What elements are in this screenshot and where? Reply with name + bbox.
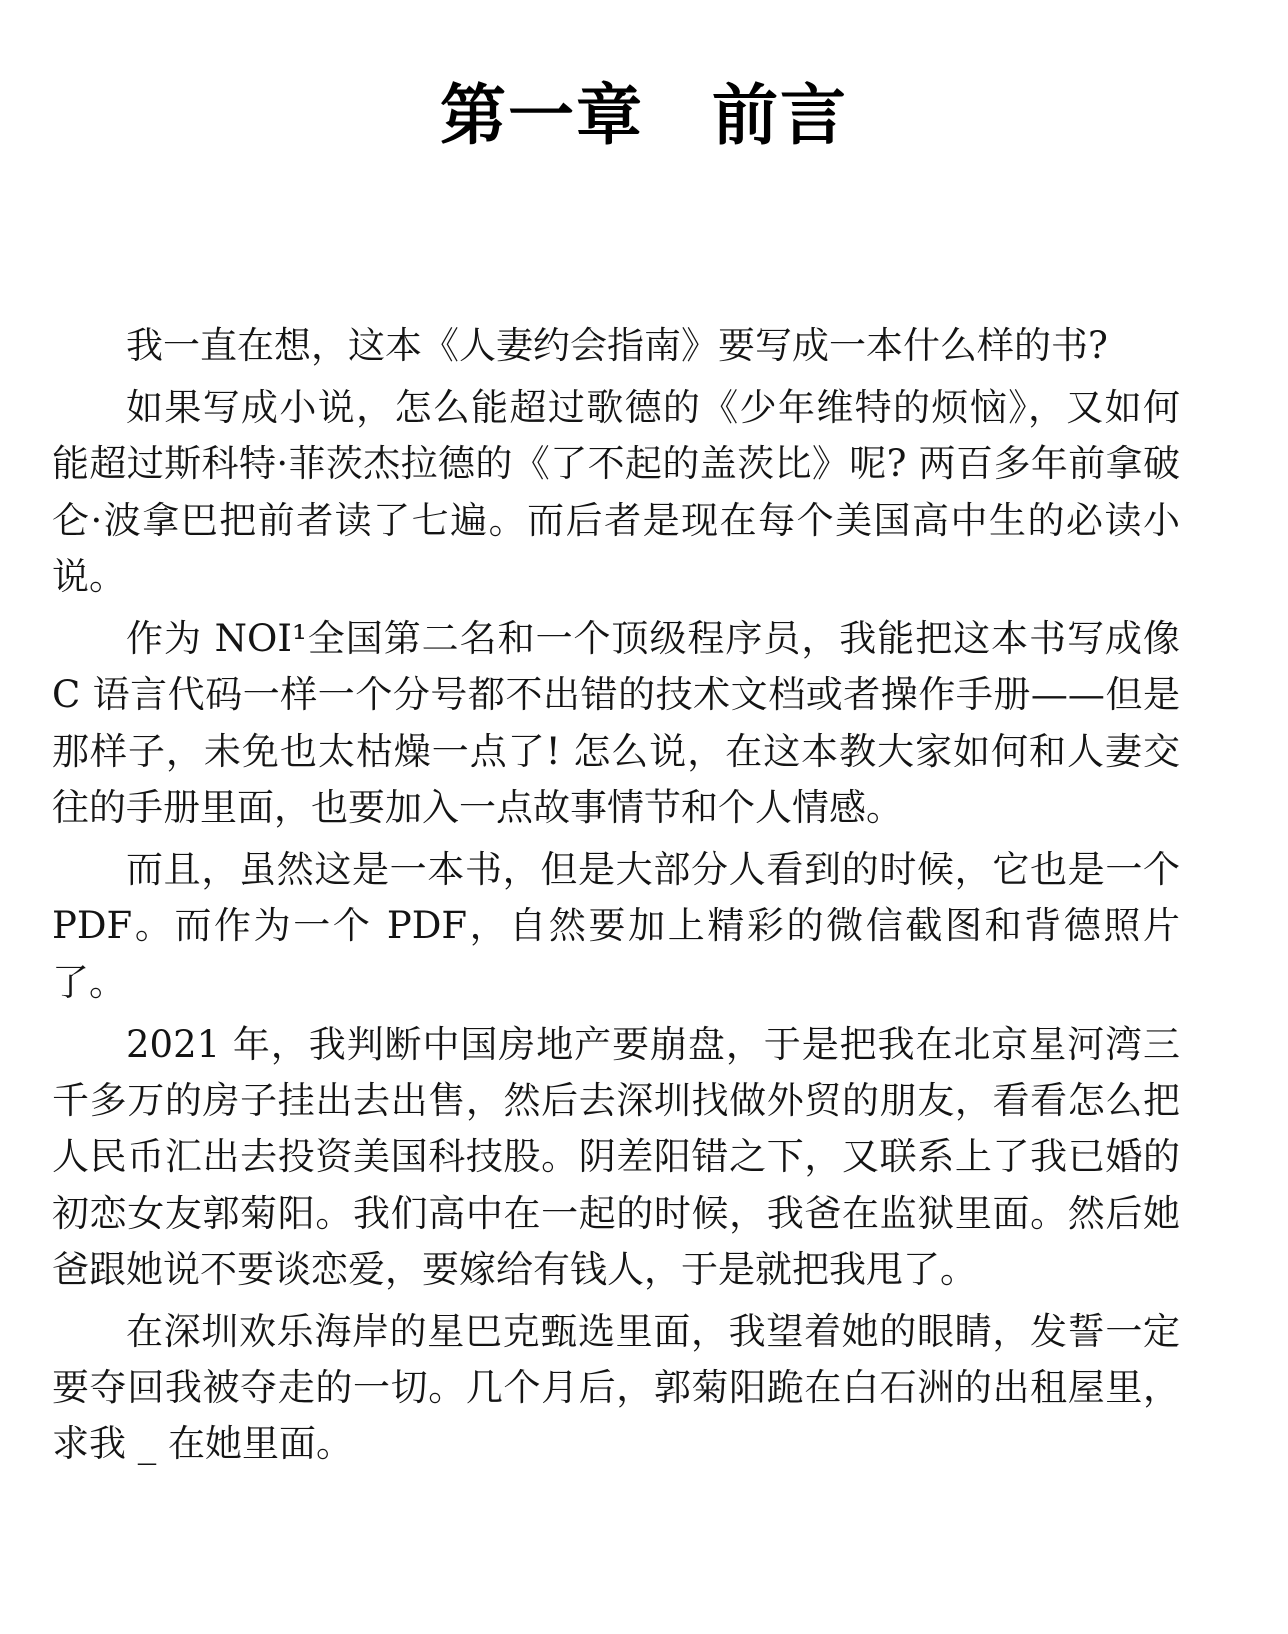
page-title: 第一章 前言 xyxy=(440,77,848,154)
paragraph: 2021 年，我判断中国房地产要崩盘，于是把我在北京星河湾三千多万的房子挂出去出售，然后去深圳找做外贸的朋友，看看怎么把人民币汇出去投资美国科技股。阴差阳错之下，又联系上了我已婚的初恋女友郭菊阳。我们高中在一起的时候，我爸在监狱里面。然后她爸跟她说不要谈恋爱，要嫁给有钱人，于是就把我甩了。 xyxy=(52,1022,1180,1291)
paragraph: 作为 NOI¹全国第二名和一个顶级程序员，我能把这本书写成像 C 语言代码一样一个分号都不出错的技术文档或者操作手册——但是那样子，未免也太枯燥一点了! 怎么说，在这本教大家如何和人妻交往的手册里面，也要加入一点故事情节和个人情感。 xyxy=(52,617,1180,829)
paragraph: 如果写成小说，怎么能超过歌德的《少年维特的烦恼》，又如何能超过斯科特·菲茨杰拉德的《了不起的盖茨比》呢? 两百多年前拿破仑·波拿巴把前者读了七遍。而后者是现在每个美国高中生的必读小说。 xyxy=(52,386,1180,598)
paragraph: 在深圳欢乐海岸的星巴克甄选里面，我望着她的眼睛，发誓一定要夺回我被夺走的一切。几个月后，郭菊阳跪在白石洲的出租屋里，求我 _ 在她里面。 xyxy=(52,1309,1180,1466)
body-text-block xyxy=(52,318,1180,1473)
paragraph: 我一直在想，这本《人妻约会指南》要写成一本什么样的书? xyxy=(126,324,1108,367)
paragraph: 而且，虽然这是一本书，但是大部分人看到的时候，它也是一个 PDF。而作为一个 PDF，自然要加上精彩的微信截图和背德照片了。 xyxy=(52,848,1180,1004)
